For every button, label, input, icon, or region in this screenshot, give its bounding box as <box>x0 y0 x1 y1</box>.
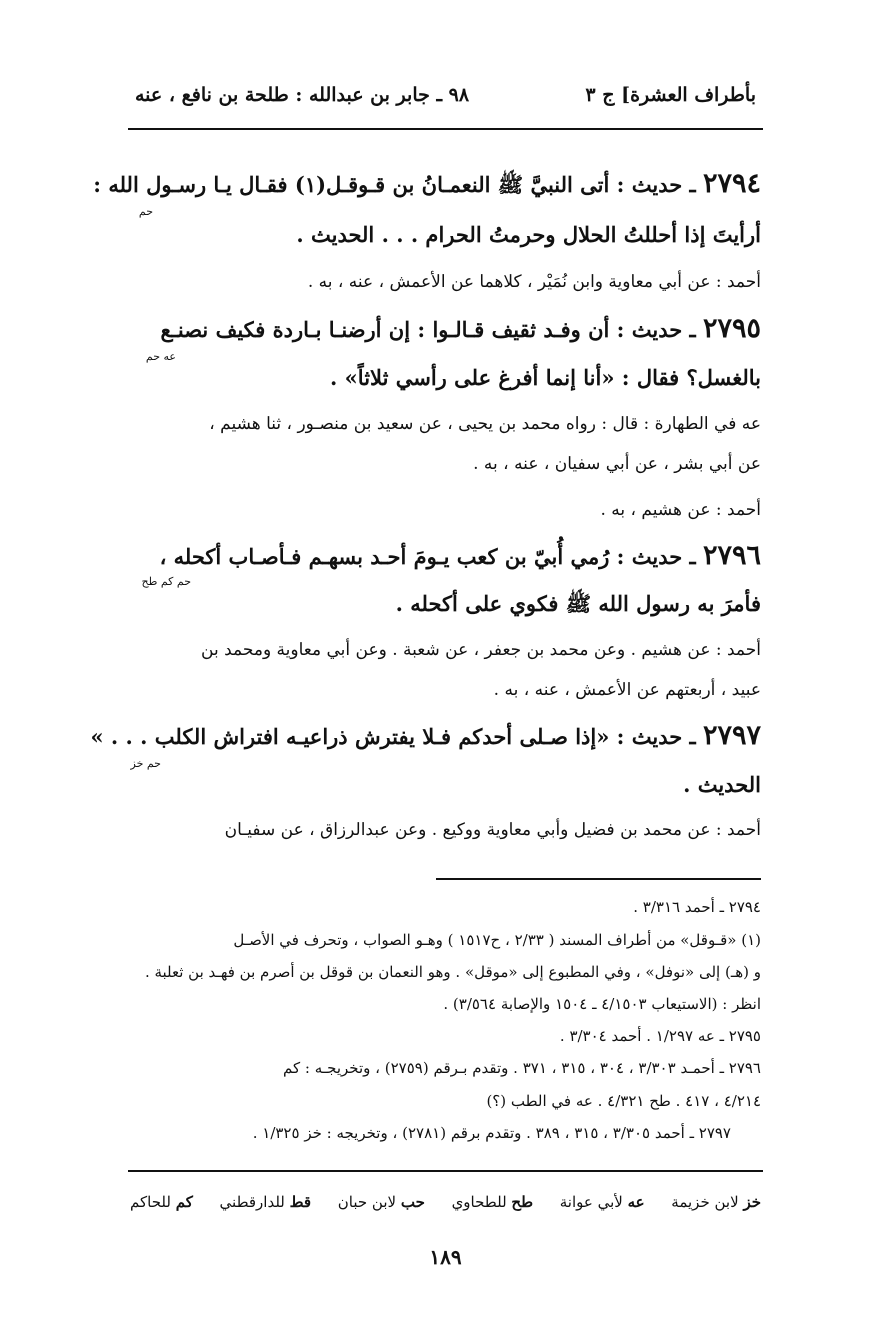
source-line: أحمد : عن محمد بن فضيل وأبي معاوية ووكيع . وعن عبدالرزاق ، عن سفيـان <box>224 820 761 840</box>
hadith-line <box>93 168 761 203</box>
hadith-number: ٢٧٩٤ <box>702 168 761 199</box>
source-sigla: عه حم <box>145 350 176 363</box>
source-line: أحمد : عن هشيم . وعن محمد بن جعفر ، عن شعبة . وعن أبي معاوية ومحمد بن <box>201 640 761 660</box>
source-line: عبيد ، أربعتهم عن الأعمش ، عنه ، به . <box>493 680 761 700</box>
hadith-text: بالغسل؟ فقال : «أنا إنما أفرغ على رأسي ثلاثاً» . <box>330 365 761 390</box>
abbreviation-item: طح للطحاوي <box>451 1193 534 1211</box>
hadith-line <box>130 313 761 344</box>
footnote-line: ٢٧٩٧ ـ أحمد ٣/٣٠٥ ، ٣١٥ ، ٣٨٩ . وتقدم برقم (٢٧٨١) ، وتخريجه : خز ١/٣٢٥ . <box>252 1124 731 1142</box>
abbreviations-key <box>130 1193 761 1211</box>
hadith-number: ٢٧٩٦ <box>702 540 761 571</box>
source-sigla: حم كم طح <box>141 575 191 588</box>
source-line: أحمد : عن هشيم ، به . <box>600 500 761 520</box>
footnote-line: (١) «قـوقل» من أطراف المسند ( ٢/٣٣ ، ح١٥١٧ ) وهـو الصواب ، وتحرف في الأصـل <box>233 931 761 949</box>
hadith-text: فأمرَ به رسول الله ﷺ فكوي على أكحله . <box>395 591 761 616</box>
source-line: أحمد : عن أبي معاوية وابن نُمَيْر ، كلاهما عن الأعمش ، عنه ، به . <box>307 272 761 292</box>
footnote-separator <box>436 878 761 880</box>
source-line: عن أبي بشر ، عن أبي سفيان ، عنه ، به . <box>473 454 761 474</box>
page-number: ١٨٩ <box>429 1245 462 1269</box>
hadith-text: أرأيتَ إذا أحللتُ الحلال وحرمتُ الحرام . . . الحديث . <box>296 222 761 247</box>
hadith-text: ـ حديث : أن وفـد ثقيف قـالـوا : إن أرضنـا بـاردة فكيف نصنـع <box>160 317 696 342</box>
hadith-line <box>90 720 761 751</box>
abbreviation-item: قط للدارقطني <box>219 1193 312 1211</box>
footnote-line: و (هـ) إلى «نوفل» ، وفي المطبوع إلى «موقل» . وهو النعمان بن قوقل بن أصرم بن فهـد بن ثعلبة . <box>144 963 761 981</box>
running-header <box>135 84 756 114</box>
source-line: عه في الطهارة : قال : رواه محمد بن يحيى ، عن سعيد بن منصـور ، ثنا هشيم ، <box>209 414 761 434</box>
footnote-line: ٢٧٩٥ ـ عه ١/٢٩٧ . أحمد ٣/٣٠٤ . <box>559 1027 761 1045</box>
abbreviation-item: عه لأبي عوانة <box>559 1193 645 1211</box>
header-rule <box>128 128 763 130</box>
hadith-number: ٢٧٩٧ <box>702 720 761 751</box>
abbreviation-item: حب لابن حبان <box>337 1193 425 1211</box>
header-book-title: بأطراف العشرة] ج ٣ <box>585 84 756 106</box>
hadith-text: الحديث . <box>683 772 761 797</box>
hadith-text: ـ حديث : رُمي أُبيّ بن كعب يـومَ أحـد بسهـم فـأصـاب أكحله ، <box>159 544 696 569</box>
source-sigla: حم خز <box>130 757 161 770</box>
footnote-line: ٤/٢١٤ ، ٤١٧ . طح ٤/٣٢١ . عه في الطب (؟) <box>486 1092 761 1110</box>
abbreviation-item: كم للحاكم <box>130 1193 193 1211</box>
hadith-line <box>130 540 761 571</box>
footnote-line: ٢٧٩٦ ـ أحمـد ٣/٣٠٣ ، ٣٠٤ ، ٣١٥ ، ٣٧١ . وتقدم بـرقم (٢٧٥٩) ، وتخريجـه : كم <box>282 1059 761 1077</box>
source-sigla: حم <box>138 205 153 218</box>
abbreviation-item: خز لابن خزيمة <box>671 1193 761 1211</box>
header-chapter-title: ٩٨ ـ جابر بن عبدالله : طلحة بن نافع ، عنه <box>135 84 470 106</box>
footnote-line: انظر : (الاستيعاب ٤/١٥٠٣ ـ ١٥٠٤ والإصابة ٣/٥٦٤) . <box>443 995 761 1013</box>
hadith-number: ٢٧٩٥ <box>702 313 761 344</box>
footnote-line: ٢٧٩٤ ـ أحمد ٣/٣١٦ . <box>633 898 761 916</box>
hadith-text: ـ حديث : أتى النبيَّ ﷺ النعمـانُ بن قـوقـل(١) فقـال يـا رسـول الله : <box>93 172 696 197</box>
abbreviations-rule <box>128 1170 763 1172</box>
hadith-text: ـ حديث : «إذا صـلى أحدكم فـلا يفترش ذراعيـه افتراش الكلب . . . » <box>90 724 696 749</box>
